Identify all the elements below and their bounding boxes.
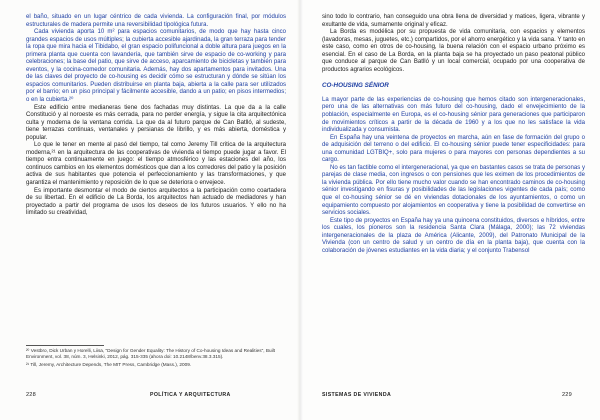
left-body-text	[26, 14, 286, 218]
left-running-title: POLÍTICA Y ARQUITECTURA	[150, 392, 231, 398]
right-paragraph-6: Este tipo de proyectos en España hay ya una quincena constituidos, diversos e híbridos, entre los cuales, los pioneros son la residencia Santa Clara (Málaga, 2000); las 72 viviendas intergeneracionales de la plaza de América (Alicante, 2009), del Patronato Municipal de la Vivienda (con un centro de salud y un centro de día en la planta baja), que cuenta con la colaboración de jóvenes estudiantes en la vida diaria; y el conjunto Trabensol	[322, 217, 585, 254]
right-paragraph-4: En España hay una veintena de proyectos en marcha, aún en fase de formación del grupo o de adquisición del terreno o del edificio. El co-housing sénior puede tener especificidades: para una comunidad LGTBIQ+, solo para mujeres o para mayores con personas dependientes a su cargo.	[322, 134, 585, 164]
right-paragraph-5: No es tan factible como el intergeneracional, ya que en bastantes casos se trata de personas y parejas de clase media, con ingresos o con pensiones que les eximen de los procedimientos de la vivienda pública. Por ello tiene mucho valor cuando se han encontrado caminos de co-housing sénior investigando en fisuras y posibilidades de las legislaciones vigentes de cada país; como que el co-housing sénior se dé en viviendas dotacionales de los ayuntamientos, o como un equipamiento compuesto por alojamientos en cooperativa y tiene la posibilidad de convertirse en servicios sociales.	[322, 164, 585, 217]
left-paragraph-1: el baño, situado en un lugar céntrico de cada vivienda. La configuración final, por módulos estructurales de madera permite una reversibilidad tipológica futura.	[26, 14, 286, 28]
footnote-rule	[26, 345, 104, 346]
left-paragraph-4: Lo que le tener en mente al pasó del tiempo, tal como Jeremy Till critica de la arquitectura moderna,²¹ en la arquitectura de las cooperativas de vivienda el tiempo puede jugar a favor. El tiempo entra continuamente en juego: el tiempo atmosférico y las estaciones del año, los continuos cambios en los elementos domésticos que dan a los corredores del patio y la posición activa de sus habitantes que potencia el perfeccionamiento y las transformaciones, y que garantiza el mantenimiento y reposición de lo que se deteriora o envejece.	[26, 142, 286, 187]
left-paragraph-2: Cada vivienda aporta 10 m² para espacios comunitarios, de modo que hay hasta cinco grandes espacios de usos múltiples; la cubierta accesible ajardinada, la gran terraza para tender la ropa que mira hacia el Tibidabo, el gran espacio polifuncional a doble altura para juegos en la primera planta que cuenta con lavandería, que también sirve de espacio de co-working y para celebraciones; la base del patio, que sirve de acceso, aparcamiento de bicicletas y también para eventos, y la cocina-comedor comunitaria. Además, hay dos apartamentos para invitados. Una de las claves del proyecto de co-housing es decidir cómo se estructuran y dónde se sitúan los espacios comunitarios. Pueden distribuirse en planta baja, abierta a la calle para ser utilizados por el barrio; en un piso principal y fácilmente accesible, dando a un patio; en pisos intermedios; o en la cubierta.²⁰	[26, 29, 286, 104]
left-paragraph-3: Este edificio entre medianeras tiene dos fachadas muy distintas. La que da a la calle Constitució y al noroeste es más cerrada, para no perder energía, y sigue la cita arquitectónica culta y moderna de la ventana corrida. La que da al futuro parque de Can Batlló, al sudeste, tiene terrazas continuas, ventanales y persianas de librillo, y es más abierta, doméstica y popular.	[26, 104, 286, 141]
right-paragraph-3: La mayor parte de las experiencias de co-housing que hemos citado son intergeneracionales, pero una de las alternativas con más futuro del co-housing, dado el envejecimiento de la población, especialmente en Europa, es el co-housing sénior para generaciones que participaron de movimientos críticos a partir de la década de 1960 y a los que no les satisface la vida individualizada y consumista.	[322, 96, 585, 134]
right-paragraph-2: La Borda es modélica por su propuesta de vida comunitaria, con espacios y elementos (lavadoras, mesas, juguetes, etc.) compartidos, por el ahorro energético y la vida sana. Y tanto en este caso, como en otros de co-housing, la buena relación con el espacio urbano próximo es esencial. En el caso de La Borda, en la planta baja se ha proyectado un paso peatonal público que conduce al parque de Can Batlló y un local comercial, ocupado por una cooperativa de productos agrarios ecológicos.	[322, 29, 585, 73]
right-page-number: 229	[562, 392, 572, 398]
right-page	[300, 0, 600, 420]
right-paragraph-1: sino todo lo contrario, han conseguido una obra llena de diversidad y matices, ligera, vibrante y exultante de vida, sumamente original y eficaz.	[322, 14, 585, 28]
footnote-20: ²⁰ Vestbro, Dick Urban y Horelli, Liisa, "Design for Gender Equality: The History of Co-housing Ideas and Realities", Built Environment, vol. 38, núm. 3, Helsinki, 2012, pág. 315-335 (ahora doi: 10.2148/benv.38.3.315).	[26, 348, 275, 359]
left-paragraph-5: Es importante desmontar el modo de ciertos arquitectos a la participación como coartadera de su libertad. En el edificio de La Borda, los arquitectos han actuado de mediadores y han proyectado a partir del programa de usos los deseos de los futuros usuarios. Y ello no ha limitado su creatividad,	[26, 187, 286, 217]
footnote-21: ²¹ Till, Jeremy, Architecture Depends, The MIT Press, Cambridge (Mass.), 2009.	[26, 362, 192, 367]
section-heading: CO-HOUSING SÉNIOR	[322, 82, 389, 90]
left-page-number: 228	[26, 392, 36, 398]
right-running-title: SISTEMAS DE VIVIENDA	[322, 392, 392, 398]
book-gutter	[297, 0, 303, 420]
right-body-text	[322, 14, 585, 255]
footnotes	[26, 339, 286, 370]
